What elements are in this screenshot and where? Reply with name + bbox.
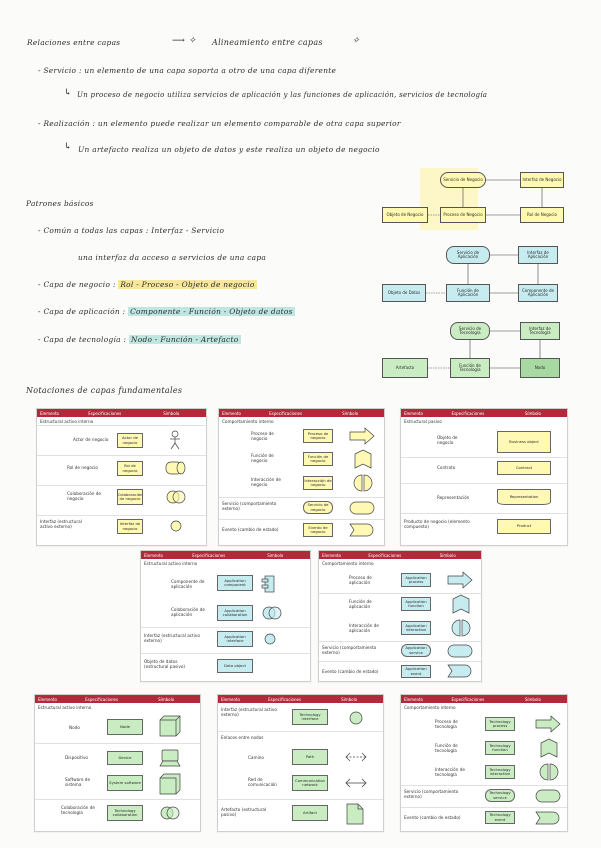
process-arrow-icon — [447, 571, 473, 589]
arrow-right-icon: ⟶ ✧ — [172, 36, 197, 46]
node-3d-icon — [159, 715, 181, 737]
row-label: Evento (cambio de estado) — [322, 669, 379, 674]
row-label: Función de negocio — [251, 453, 274, 464]
section-label: Estructural activo interno — [40, 419, 94, 424]
card-application-structure — [140, 550, 311, 682]
technology-service-node: Servicio de Tecnología — [450, 322, 490, 340]
technology-collaboration-box: Technology collaboration — [107, 805, 143, 821]
row-label: Nodo — [69, 725, 80, 730]
note-servicio: - Servicio : un elemento de una capa soporta a otro de una capa diferente — [38, 66, 337, 75]
note-relaciones-title: Relaciones entre capas — [27, 38, 121, 47]
application-collaboration-box: Application collaboration — [217, 605, 253, 621]
device-box: Device — [107, 751, 143, 765]
row-label: Objeto de negocio — [437, 435, 458, 446]
business-service-box: Servicio de negocio — [303, 501, 333, 514]
card-technology-behavior — [400, 694, 568, 832]
row-label: Colaboración de negocio — [67, 491, 101, 502]
arrow-return-icon: ↳ — [64, 88, 72, 98]
row-label: Interfaz (estructural activo externo) — [144, 633, 200, 644]
application-service-box: Application service — [401, 644, 431, 657]
interface-icon — [348, 710, 364, 726]
row-label: Interacción de negocio — [251, 477, 281, 488]
contract-box: Contract — [497, 461, 551, 475]
card-business-passive — [400, 408, 568, 546]
application-pattern-connectors — [380, 242, 580, 310]
row-label: Red de comunicación — [248, 777, 277, 788]
technology-pattern-connectors — [380, 318, 580, 384]
row-label: Artefacto (estructural pasivo) — [221, 807, 267, 818]
business-interface-node: Interfaz de Negocio — [520, 172, 564, 188]
function-chevron-icon — [353, 449, 373, 469]
pattern-business: - Capa de negocio : Rol - Proceso - Objeto de negocio — [38, 280, 255, 289]
interaction-icon — [353, 473, 373, 493]
pattern-technology: - Capa de tecnología : Nodo - Función - Artefacto — [38, 335, 239, 344]
business-object-node: Objeto de Negocio — [382, 207, 428, 223]
row-label: Colaboración de aplicación — [171, 607, 205, 618]
patterns-title: Patrones básicos — [26, 199, 94, 208]
application-interaction-box: Application interaction — [401, 621, 431, 635]
artifact-box: Artifact — [292, 805, 328, 821]
application-component-box: Application component — [217, 575, 253, 591]
row-label: Objeto de datos (estructural pasivo) — [144, 659, 186, 670]
business-event-box: Evento de negocio — [303, 523, 333, 537]
artifact-node: Artefacto — [382, 358, 428, 378]
row-label: Proceso de negocio — [251, 431, 274, 442]
business-process-box: Proceso de negocio — [303, 429, 333, 443]
row-label: Proceso de tecnología — [435, 719, 458, 730]
representation-box: Representation — [497, 489, 551, 505]
collaboration-icon — [165, 488, 187, 506]
role-icon — [163, 460, 187, 476]
network-bidirectional-icon — [344, 777, 368, 789]
row-label: Función de aplicación — [349, 599, 372, 610]
business-interaction-box: Interacción de negocio — [303, 476, 333, 490]
business-process-node: Proceso de Negocio — [440, 207, 486, 223]
process-arrow-icon — [349, 427, 375, 445]
row-label: Componente de aplicación — [171, 579, 205, 590]
technology-function-box: Technology function — [485, 741, 515, 755]
application-component-node: Componente de Aplicación — [518, 284, 558, 302]
business-pattern-connectors — [380, 168, 580, 230]
row-label: Colaboración de tecnología — [61, 805, 95, 816]
application-interface-node: Interfaz de Aplicación — [518, 246, 558, 264]
note-realizacion: - Realización : un elemento puede realizar un elemento comparable de otra capa superior — [38, 119, 401, 128]
actor-icon — [167, 430, 183, 450]
business-service-node: Servicio de Negocio — [440, 172, 486, 188]
row-label: Interacción de tecnología — [435, 767, 465, 778]
device-icon — [159, 749, 181, 767]
card-header: Elemento Especificaciones Símbolo — [219, 409, 384, 417]
card-technology-structure — [34, 694, 201, 832]
technology-process-box: Technology process — [485, 717, 515, 731]
sparkle-icon: ✧ — [352, 36, 360, 46]
section-label: Comportamiento interno — [222, 419, 274, 424]
card-technology-interface — [217, 694, 384, 832]
card-header: Elemento Especificaciones Símbolo — [141, 551, 310, 559]
application-function-box: Application function — [401, 597, 431, 611]
interface-icon — [169, 519, 183, 533]
row-label: Servicio (comportamiento externo) — [322, 645, 377, 656]
arrow-return-icon: ↳ — [64, 142, 72, 152]
business-interface-box: Interfaz de negocio — [117, 519, 143, 534]
application-process-box: Application process — [401, 573, 431, 587]
notations-title: Notaciones de capas fundamentales — [26, 386, 183, 395]
component-icon — [261, 575, 275, 593]
row-label: Interfaz (estructural activo externo) — [221, 707, 277, 718]
application-pattern-diagram — [380, 242, 580, 310]
service-pill-icon — [349, 501, 375, 515]
technology-interaction-box: Technology interaction — [485, 765, 515, 779]
card-header: Elemento Especificaciones Símbolo — [401, 695, 567, 703]
artifact-icon — [346, 803, 364, 825]
communication-network-box: Communication network — [292, 775, 328, 791]
business-collaboration-box: Colaboración de negocio — [117, 489, 143, 505]
row-label: Dispositivo — [65, 755, 88, 760]
data-object-node: Objeto de Datos — [382, 284, 426, 302]
application-interface-box: Application interface — [217, 631, 253, 647]
function-chevron-icon — [539, 738, 559, 758]
process-arrow-icon — [535, 715, 561, 733]
service-pill-icon — [447, 644, 473, 658]
event-icon — [447, 664, 473, 678]
row-label: Actor de negocio — [73, 437, 109, 442]
function-chevron-icon — [451, 594, 471, 614]
card-business-behavior — [218, 408, 385, 546]
note-realizacion-example: Un artefacto realiza un objeto de datos y este realiza un objeto de negocio — [78, 145, 380, 154]
pattern-common: - Común a todas las capas : Interfaz - Servicio — [38, 226, 225, 235]
product-box: Product — [497, 519, 551, 534]
card-header: Elemento Especificaciones Símbolo — [37, 409, 206, 417]
service-pill-icon — [535, 789, 561, 803]
row-label: Interfaz (estructural activo externo) — [40, 519, 82, 530]
interface-icon — [263, 632, 277, 646]
row-label: Proceso de aplicación — [349, 575, 372, 586]
card-header: Elemento Especificaciones Símbolo — [35, 695, 200, 703]
row-label: Camino — [248, 755, 264, 760]
card-header: Elemento Especificaciones Símbolo — [319, 551, 481, 559]
business-role-node: Rol de Negocio — [520, 207, 564, 223]
interaction-icon — [451, 618, 471, 638]
technology-pattern-diagram — [380, 318, 580, 384]
note-servicio-example: Un proceso de negocio utiliza servicios de aplicación y las funciones de aplicación, servicios de tecnología — [77, 91, 488, 99]
row-label: Rol de negocio — [67, 465, 98, 470]
section-label: Enlaces entre nodos — [221, 735, 264, 740]
business-actor-box: Actor de negocio — [117, 433, 143, 448]
card-application-behavior — [318, 550, 482, 682]
business-pattern-diagram — [380, 168, 580, 230]
pattern-application: - Capa de aplicación : Componente - Función - Objeto de datos — [38, 307, 293, 316]
event-icon — [535, 811, 561, 825]
interaction-icon — [539, 762, 559, 782]
business-function-box: Función de negocio — [303, 452, 333, 466]
system-software-icon — [159, 773, 181, 795]
row-label: Evento (cambio de estado) — [404, 815, 461, 820]
node-box: Node — [107, 719, 143, 735]
pattern-common-desc: una interfaz da acceso a servicios de una capa — [78, 253, 267, 262]
note-alineamiento-title: Alineamiento entre capas — [212, 38, 323, 47]
section-label: Estructural pasivo — [404, 419, 442, 424]
row-label: Servicio (comportamiento externo) — [222, 501, 277, 512]
application-service-node: Servicio de Aplicación — [446, 246, 490, 264]
system-software-box: System software — [107, 775, 143, 791]
application-function-node: Función de Aplicación — [446, 284, 490, 302]
collaboration-icon — [261, 604, 283, 622]
business-role-box: Rol de negocio — [117, 461, 143, 476]
technology-function-node: Función de Tecnología — [450, 358, 490, 378]
row-label: Representación — [437, 495, 470, 500]
row-label: Contrato — [437, 465, 456, 470]
technology-event-box: Technology event — [485, 811, 515, 824]
technology-service-box: Technology service — [485, 789, 515, 802]
section-label: Estructural activo interno — [144, 561, 198, 566]
card-business-structure — [36, 408, 207, 546]
row-label: Producto de negocio (elemento compuesto) — [404, 519, 470, 530]
row-label: Evento (cambio de estado) — [222, 527, 279, 532]
row-label: Interacción de aplicación — [349, 623, 379, 634]
application-event-box: Application event — [401, 665, 431, 678]
row-label: Software de sistema — [65, 777, 91, 788]
path-bidirectional-icon — [344, 751, 368, 763]
section-label: Estructural activo interno — [38, 705, 92, 710]
card-header: Elemento Especificaciones Símbolo — [401, 409, 567, 417]
row-label: Servicio (comportamiento externo) — [404, 789, 459, 800]
path-box: Path — [292, 749, 328, 765]
collaboration-icon — [159, 804, 181, 822]
technology-interface-box: Technology interface — [292, 709, 328, 725]
section-label: Comportamiento interno — [322, 561, 374, 566]
data-object-box: Data object — [217, 659, 253, 673]
technology-interface-node: Interfaz de Tecnología — [520, 322, 560, 340]
section-label: Comportamiento interno — [404, 705, 456, 710]
card-header: Elemento Especificaciones Símbolo — [218, 695, 383, 703]
event-icon — [349, 523, 375, 537]
node-node: Nodo — [520, 358, 560, 378]
row-label: Función de tecnología — [435, 743, 458, 754]
business-object-box: Business object — [497, 431, 551, 453]
